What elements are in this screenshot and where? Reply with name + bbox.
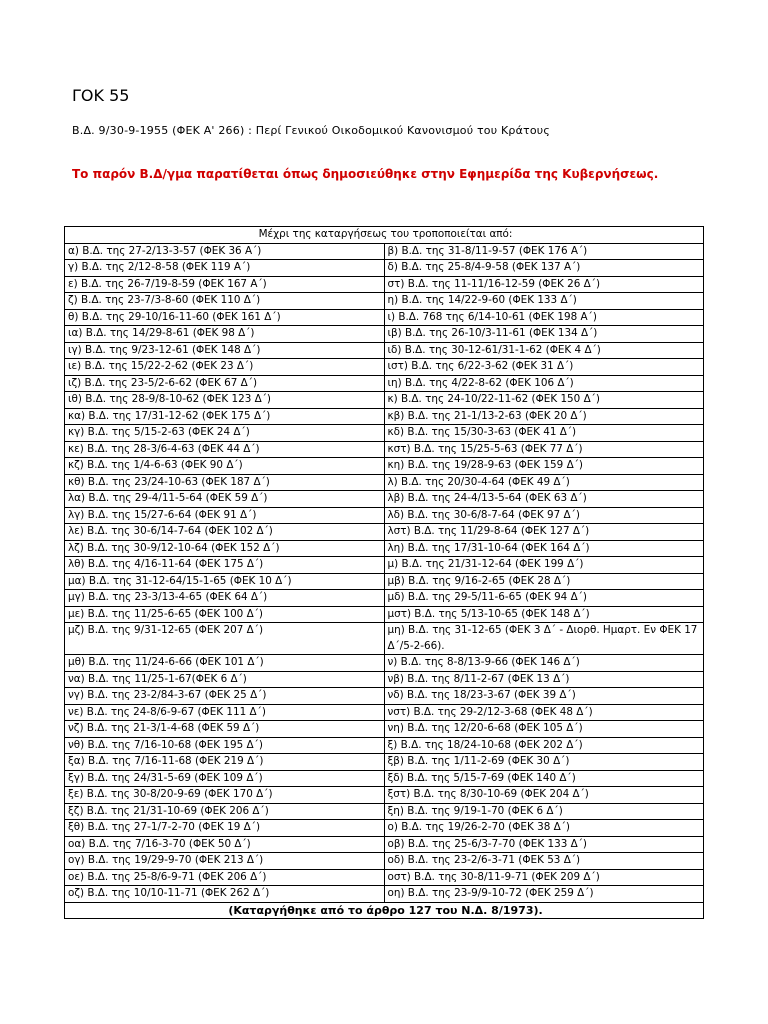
amendment-cell-right: ιβ) Β.Δ. της 26-10/3-11-61 (ΦΕΚ 134 Δ΄) (384, 326, 704, 343)
amendment-cell-left: ξα) Β.Δ. της 7/16-11-68 (ΦΕΚ 219 Δ΄) (65, 754, 385, 771)
amendment-cell-right: ξβ) Β.Δ. της 1/11-2-69 (ΦΕΚ 30 Δ΄) (384, 754, 704, 771)
amendment-cell-right: η) Β.Δ. της 14/22-9-60 (ΦΕΚ 133 Δ΄) (384, 293, 704, 310)
table-row (65, 342, 704, 359)
amendment-cell-left: μθ) Β.Δ. της 11/24-6-66 (ΦΕΚ 101 Δ΄) (65, 655, 385, 672)
amendment-cell-left: κζ) Β.Δ. της 1/4-6-63 (ΦΕΚ 90 Δ΄) (65, 458, 385, 475)
table-row (65, 243, 704, 260)
amendment-cell-left: ιε) Β.Δ. της 15/22-2-62 (ΦΕΚ 23 Δ΄) (65, 359, 385, 376)
amendment-cell-right: β) Β.Δ. της 31-8/11-9-57 (ΦΕΚ 176 Α΄) (384, 243, 704, 260)
amendment-cell-right: λβ) Β.Δ. της 24-4/13-5-64 (ΦΕΚ 63 Δ΄) (384, 491, 704, 508)
amendment-cell-left: ιζ) Β.Δ. της 23-5/2-6-62 (ΦΕΚ 67 Δ΄) (65, 375, 385, 392)
amendment-cell-right: μστ) Β.Δ. της 5/13-10-65 (ΦΕΚ 148 Δ΄) (384, 606, 704, 623)
table-row (65, 606, 704, 623)
amendment-cell-left: λε) Β.Δ. της 30-6/14-7-64 (ΦΕΚ 102 Δ΄) (65, 524, 385, 541)
amendments-table (64, 226, 704, 919)
amendment-cell-left: ια) Β.Δ. της 14/29-8-61 (ΦΕΚ 98 Δ΄) (65, 326, 385, 343)
table-row (65, 491, 704, 508)
amendment-cell-right: ξ) Β.Δ. της 18/24-10-68 (ΦΕΚ 202 Δ΄) (384, 737, 704, 754)
amendment-cell-right: ιη) Β.Δ. της 4/22-8-62 (ΦΕΚ 106 Δ΄) (384, 375, 704, 392)
amendment-cell-right: νη) Β.Δ. της 12/20-6-68 (ΦΕΚ 105 Δ΄) (384, 721, 704, 738)
amendment-cell-right: κη) Β.Δ. της 19/28-9-63 (ΦΕΚ 159 Δ΄) (384, 458, 704, 475)
publication-notice: Το παρόν Β.Δ/γμα παρατίθεται όπως δημοσιεύθηκε στην Εφημερίδα της Κυβερνήσεως. (72, 167, 659, 181)
amendment-cell-right: οβ) Β.Δ. της 25-6/3-7-70 (ΦΕΚ 133 Δ΄) (384, 836, 704, 853)
amendment-cell-left: κε) Β.Δ. της 28-3/6-4-63 (ΦΕΚ 44 Δ΄) (65, 441, 385, 458)
amendment-cell-right: ξστ) Β.Δ. της 8/30-10-69 (ΦΕΚ 204 Δ΄) (384, 787, 704, 804)
amendment-cell-right: στ) Β.Δ. της 11-11/16-12-59 (ΦΕΚ 26 Δ΄) (384, 276, 704, 293)
table-row (65, 293, 704, 310)
amendment-cell-right: λδ) Β.Δ. της 30-6/8-7-64 (ΦΕΚ 97 Δ΄) (384, 507, 704, 524)
amendment-cell-left: γ) Β.Δ. της 2/12-8-58 (ΦΕΚ 119 Α΄) (65, 260, 385, 277)
amendment-cell-right: ξη) Β.Δ. της 9/19-1-70 (ΦΕΚ 6 Δ΄) (384, 803, 704, 820)
amendment-cell-left: ξε) Β.Δ. της 30-8/20-9-69 (ΦΕΚ 170 Δ΄) (65, 787, 385, 804)
amendment-cell-left: ξζ) Β.Δ. της 21/31-10-69 (ΦΕΚ 206 Δ΄) (65, 803, 385, 820)
amendment-cell-left: λγ) Β.Δ. της 15/27-6-64 (ΦΕΚ 91 Δ΄) (65, 507, 385, 524)
table-row (65, 671, 704, 688)
table-row (65, 573, 704, 590)
table-row (65, 425, 704, 442)
table-row (65, 787, 704, 804)
amendment-cell-left: μα) Β.Δ. της 31-12-64/15-1-65 (ΦΕΚ 10 Δ΄) (65, 573, 385, 590)
amendment-cell-left: νγ) Β.Δ. της 23-2/84-3-67 (ΦΕΚ 25 Δ΄) (65, 688, 385, 705)
amendment-cell-right: κ) Β.Δ. της 24-10/22-11-62 (ΦΕΚ 150 Δ΄) (384, 392, 704, 409)
table-row (65, 869, 704, 886)
table-row (65, 836, 704, 853)
amendment-cell-left: ε) Β.Δ. της 26-7/19-8-59 (ΦΕΚ 167 Α΄) (65, 276, 385, 293)
amendment-cell-left: θ) Β.Δ. της 29-10/16-11-60 (ΦΕΚ 161 Δ΄) (65, 309, 385, 326)
amendment-cell-right: κδ) Β.Δ. της 15/30-3-63 (ΦΕΚ 41 Δ΄) (384, 425, 704, 442)
page-title: ΓΟΚ 55 (72, 86, 130, 105)
amendment-cell-left: ξγ) Β.Δ. της 24/31-5-69 (ΦΕΚ 109 Δ΄) (65, 770, 385, 787)
amendment-cell-right: λστ) Β.Δ. της 11/29-8-64 (ΦΕΚ 127 Δ΄) (384, 524, 704, 541)
table-row (65, 507, 704, 524)
amendment-cell-right: ξδ) Β.Δ. της 5/15-7-69 (ΦΕΚ 140 Δ΄) (384, 770, 704, 787)
table-row (65, 309, 704, 326)
table-row (65, 590, 704, 607)
amendment-cell-right: κβ) Β.Δ. της 21-1/13-2-63 (ΦΕΚ 20 Δ΄) (384, 408, 704, 425)
table-row (65, 803, 704, 820)
amendment-cell-left: μζ) Β.Δ. της 9/31-12-65 (ΦΕΚ 207 Δ΄) (65, 623, 385, 655)
amendment-cell-right: οη) Β.Δ. της 23-9/9-10-72 (ΦΕΚ 259 Δ΄) (384, 886, 704, 903)
table-row (65, 392, 704, 409)
amendment-cell-right: οστ) Β.Δ. της 30-8/11-9-71 (ΦΕΚ 209 Δ΄) (384, 869, 704, 886)
table-row (65, 524, 704, 541)
amendment-cell-left: οε) Β.Δ. της 25-8/6-9-71 (ΦΕΚ 206 Δ΄) (65, 869, 385, 886)
amendment-cell-left: κα) Β.Δ. της 17/31-12-62 (ΦΕΚ 175 Δ΄) (65, 408, 385, 425)
table-row (65, 704, 704, 721)
table-row (65, 276, 704, 293)
table-row (65, 737, 704, 754)
amendment-cell-right: νδ) Β.Δ. της 18/23-3-67 (ΦΕΚ 39 Δ΄) (384, 688, 704, 705)
table-row (65, 557, 704, 574)
table-header-row (65, 227, 704, 244)
amendment-cell-right: λ) Β.Δ. της 20/30-4-64 (ΦΕΚ 49 Δ΄) (384, 474, 704, 491)
amendment-cell-left: λθ) Β.Δ. της 4/16-11-64 (ΦΕΚ 175 Δ΄) (65, 557, 385, 574)
amendment-cell-right: ν) Β.Δ. της 8-8/13-9-66 (ΦΕΚ 146 Δ΄) (384, 655, 704, 672)
amendment-cell-left: νζ) Β.Δ. της 21-3/1-4-68 (ΦΕΚ 59 Δ΄) (65, 721, 385, 738)
amendment-cell-left: α) Β.Δ. της 27-2/13-3-57 (ΦΕΚ 36 Α΄) (65, 243, 385, 260)
table-row (65, 721, 704, 738)
table-footer-row (65, 902, 704, 919)
amendment-cell-left: νε) Β.Δ. της 24-8/6-9-67 (ΦΕΚ 111 Δ΄) (65, 704, 385, 721)
amendment-cell-left: κγ) Β.Δ. της 5/15-2-63 (ΦΕΚ 24 Δ΄) (65, 425, 385, 442)
table-row (65, 326, 704, 343)
amendment-cell-right: οδ) Β.Δ. της 23-2/6-3-71 (ΦΕΚ 53 Δ΄) (384, 853, 704, 870)
table-row (65, 770, 704, 787)
amendment-cell-left: ιθ) Β.Δ. της 28-9/8-10-62 (ΦΕΚ 123 Δ΄) (65, 392, 385, 409)
amendment-cell-left: μγ) Β.Δ. της 23-3/13-4-65 (ΦΕΚ 64 Δ΄) (65, 590, 385, 607)
amendment-cell-right: ιστ) Β.Δ. της 6/22-3-62 (ΦΕΚ 31 Δ΄) (384, 359, 704, 376)
amendment-cell-right: ο) Β.Δ. της 19/26-2-70 (ΦΕΚ 38 Δ΄) (384, 820, 704, 837)
amendment-cell-right: ι) Β.Δ. 768 της 6/14-10-61 (ΦΕΚ 198 Α΄) (384, 309, 704, 326)
amendment-cell-left: οα) Β.Δ. της 7/16-3-70 (ΦΕΚ 50 Δ΄) (65, 836, 385, 853)
amendment-cell-left: ιγ) Β.Δ. της 9/23-12-61 (ΦΕΚ 148 Δ΄) (65, 342, 385, 359)
amendment-cell-right: δ) Β.Δ. της 25-8/4-9-58 (ΦΕΚ 137 Α΄) (384, 260, 704, 277)
table-row (65, 441, 704, 458)
table-row (65, 359, 704, 376)
table-row (65, 474, 704, 491)
table-row (65, 886, 704, 903)
amendment-cell-left: οζ) Β.Δ. της 10/10-11-71 (ΦΕΚ 262 Δ΄) (65, 886, 385, 903)
table-row (65, 754, 704, 771)
table-row (65, 853, 704, 870)
amendment-cell-right: νστ) Β.Δ. της 29-2/12-3-68 (ΦΕΚ 48 Δ΄) (384, 704, 704, 721)
amendment-cell-right: μη) Β.Δ. της 31-12-65 (ΦΕΚ 3 Δ΄ - Διορθ. Ημαρτ. Εν ΦΕΚ 17 Δ΄/5-2-66). (384, 623, 704, 655)
amendment-cell-right: μβ) Β.Δ. της 9/16-2-65 (ΦΕΚ 28 Δ΄) (384, 573, 704, 590)
repeal-note: (Καταργήθηκε από το άρθρο 127 του Ν.Δ. 8/1973). (65, 902, 704, 919)
decree-subtitle: Β.Δ. 9/30-9-1955 (ΦΕΚ Α' 266) : Περί Γενικού Οικοδομικού Κανονισμού του Κράτους (72, 124, 551, 137)
amendment-cell-right: μ) Β.Δ. της 21/31-12-64 (ΦΕΚ 199 Δ΄) (384, 557, 704, 574)
table-row (65, 655, 704, 672)
amendment-cell-left: νθ) Β.Δ. της 7/16-10-68 (ΦΕΚ 195 Δ΄) (65, 737, 385, 754)
amendment-cell-right: μδ) Β.Δ. της 29-5/11-6-65 (ΦΕΚ 94 Δ΄) (384, 590, 704, 607)
table-row (65, 408, 704, 425)
amendment-cell-left: να) Β.Δ. της 11/25-1-67(ΦΕΚ 6 Δ΄) (65, 671, 385, 688)
amendment-cell-left: ξθ) Β.Δ. της 27-1/7-2-70 (ΦΕΚ 19 Δ΄) (65, 820, 385, 837)
amendment-cell-right: λη) Β.Δ. της 17/31-10-64 (ΦΕΚ 164 Δ΄) (384, 540, 704, 557)
table-row (65, 375, 704, 392)
table-row (65, 820, 704, 837)
table-row (65, 540, 704, 557)
table-header: Μέχρι της καταργήσεως του τροποποιείται από: (65, 227, 704, 244)
table-row (65, 260, 704, 277)
amendment-cell-left: ογ) Β.Δ. της 19/29-9-70 (ΦΕΚ 213 Δ΄) (65, 853, 385, 870)
table-row (65, 623, 704, 655)
amendment-cell-left: ζ) Β.Δ. της 23-7/3-8-60 (ΦΕΚ 110 Δ΄) (65, 293, 385, 310)
amendment-cell-right: νβ) Β.Δ. της 8/11-2-67 (ΦΕΚ 13 Δ΄) (384, 671, 704, 688)
amendment-cell-left: με) Β.Δ. της 11/25-6-65 (ΦΕΚ 100 Δ΄) (65, 606, 385, 623)
amendment-cell-left: λζ) Β.Δ. της 30-9/12-10-64 (ΦΕΚ 152 Δ΄) (65, 540, 385, 557)
amendment-cell-right: κστ) Β.Δ. της 15/25-5-63 (ΦΕΚ 77 Δ΄) (384, 441, 704, 458)
table-row (65, 688, 704, 705)
amendment-cell-left: λα) Β.Δ. της 29-4/11-5-64 (ΦΕΚ 59 Δ΄) (65, 491, 385, 508)
amendment-cell-left: κθ) Β.Δ. της 23/24-10-63 (ΦΕΚ 187 Δ΄) (65, 474, 385, 491)
table-row (65, 458, 704, 475)
amendment-cell-right: ιδ) Β.Δ. της 30-12-61/31-1-62 (ΦΕΚ 4 Δ΄) (384, 342, 704, 359)
